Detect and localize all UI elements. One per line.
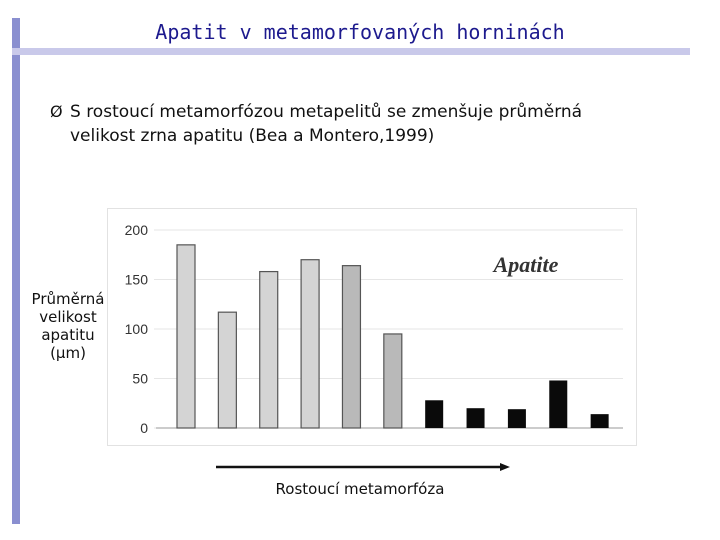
bullet-point [44, 100, 644, 148]
y-axis-label-line: velikost [39, 308, 97, 326]
y-axis-label [22, 290, 114, 362]
bar-3 [260, 272, 278, 428]
bar-10 [549, 380, 567, 428]
x-axis-label: Rostoucí metamorfóza [275, 480, 445, 498]
y-tick-label: 200 [124, 222, 148, 238]
apatite-bar-chart [108, 209, 636, 445]
y-axis-label-line: apatitu [41, 326, 95, 344]
bar-11 [591, 414, 609, 428]
chart-panel [108, 209, 636, 445]
y-axis-label-line: Průměrná [31, 290, 105, 308]
bar-2 [218, 312, 236, 428]
bullet-text: S rostoucí metamorfózou metapelitů se zmenšuje průměrná velikost zrna apatitu (Bea a Montero,1999) [70, 102, 583, 146]
title-underline [12, 48, 690, 55]
bar-4 [301, 260, 319, 428]
bar-5 [342, 266, 360, 428]
chart-title: Apatite [493, 252, 559, 277]
y-tick-label: 50 [132, 370, 148, 387]
y-tick-label: 100 [124, 321, 148, 337]
bar-7 [425, 400, 443, 428]
y-axis-label-line: (μm) [50, 344, 86, 362]
y-tick-label: 0 [140, 420, 148, 436]
bar-9 [508, 409, 526, 428]
bar-6 [384, 334, 402, 428]
slide-title: Apatit v metamorfovaných horninách [155, 20, 565, 44]
bullet-arrow-icon: Ø [50, 102, 63, 121]
bar-1 [177, 245, 195, 428]
left-accent-bar [12, 18, 20, 524]
y-tick-label: 150 [124, 271, 148, 288]
arrow-head-icon [500, 463, 510, 471]
bar-8 [467, 408, 485, 428]
